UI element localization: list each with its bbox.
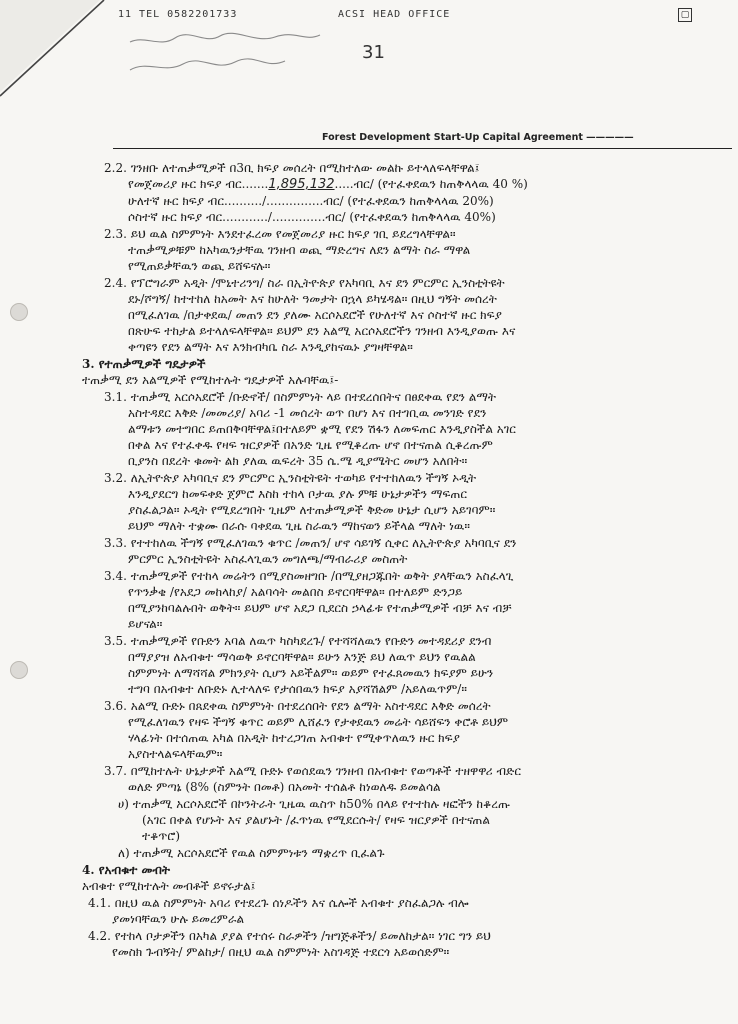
clause-3-6-cont: የሚፈለገዉን የዛፍ ችግኝ ቁጥር ወይም ሊሸፈን የታቀደዉን መሬት ሳይሸፍን ቀሮቶ ይህም (128, 715, 509, 729)
clause-2-2: 2.2. ገንዘቡ ለተጠቃሚዎች በ3ቢ ክፍያ መሰረት በሚከተለው መልኩ ይተላለፍላቸዋል፤ (104, 161, 480, 175)
clause-2-3-cont: የሚጠይቃቸዉን ወጪ ይሸፍናሉ። (128, 259, 271, 273)
clause-2-4: 2.4. የፕሮግራም አዲት /ሞኒተሪንግ/ ስራ በኢትዮጵያ የአካባቢ እና ደን ምርምር ኢንስቲትዩት (104, 276, 505, 290)
clause-4-1-cont: ያመነባቸዉን ሁሉ ይመረምራል (112, 912, 245, 926)
fax-page-icon: ▢ (678, 8, 692, 22)
clause-2-4-cont: በጽሁፍ ተከታል ይተላለፍላቸዋል። ይህም ደን አልሚ አርሶአደሮችን ገንዘብ እንዲያወጡ እና (128, 324, 516, 338)
clause-3-6-cont: አያስተላልፍላቸዉም። (128, 747, 223, 761)
clause-3-5-cont: ስምምነት ለማሻሻል ምክንያት ሲሆን አይችልም። ወይም የተፈጸመዉን ክፍያም ይሁን (128, 666, 494, 680)
clause-3-5-cont: ተግባ በአብቁተ ለቡድኑ ሊተላለፍ የታሰበዉን ክፍያ አያሻሽልም /አይለዉጥም/። (128, 682, 467, 696)
clause-3-7-cont: ወለድ ምጣኔ (8% (ስምንት በመቶ) በአመት ተሰልቶ ከነወለዱ ይመልሳል (128, 780, 441, 794)
agreement-title: Forest Development Start-Up Capital Agreement ————— (322, 132, 634, 143)
folded-corner-mark (0, 0, 120, 110)
punch-hole (10, 303, 28, 321)
clause-3-7: 3.7. በሚከተሉት ሁኔታዎች አልሚ ቡድኑ የወሰደዉን ገንዘብ በአብቁተ የወጣቶች ተዘዋዋሪ ብድር (104, 764, 521, 778)
fax-header-left: 11 TEL 0582201733 (118, 9, 238, 20)
clause-3-5-cont: በማያያዝ ለአብቁተ ማሳወቅ ይኖርባቸዋል። ይሁን እንጅ ይህ ለዉጥ ይህን የዉልል (128, 650, 476, 664)
clause-3-1-cont: ልማቱን መተግበር ይጠበቅባቸዋል፤በተለይም ቋሚ የደን ሽፋን ለመፍጠር እንዲያስችል አገር (128, 422, 516, 436)
clause-4-2: 4.2. የተከላ ቦታዎችን በአካል ያያል የተሰሩ ስራዎችን /ዝግጅቶችን/ ይመለከታል። ነገር ግን ይህ (88, 929, 491, 943)
punch-hole (10, 661, 28, 679)
clause-4-1: 4.1. በዚህ ዉል ስምምነት አባሪ የተደረጉ ሰነዶችን እና ሴሎች አብቁተ ያስፈልጋሉ ብሎ (88, 896, 469, 910)
section-4-heading: 4. የአብቁተ መብት (82, 863, 171, 877)
clause-3-1-cont: አስተዳደር እቅድ /መመሪያ/ አባሪ -1 መሰረት ወጥ በሆነ እና በተገቢዉ መንገድ የደን (128, 406, 487, 420)
section-3-heading: 3. የተጠቃሚዎች ግዴታዎች (82, 357, 206, 371)
clause-2-4-cont: በሚፈለገዉ /በታቀደዉ/ መጠን ደን ያለሙ አርሶአደሮች የሁለተኛ እና ሶስተኛ ዙር ክፍያ (128, 308, 502, 322)
clause-3-2-cont: ይህም ማለት ተቋሙ በራሱ ባቀደዉ ጊዜ ስራዉን ማከናወን ይችላል ማለት ነዉ። (128, 519, 470, 533)
page-number: 31 (362, 42, 385, 63)
clause-2-3-cont: ተጠቃሚዎቹም ከአካዉንታቸዉ ገንዘብ ወጪ ማድረግና ለደን ልማት ስራ ማዋል (128, 243, 471, 257)
clause-3-5: 3.5. ተጠቃሚዎች የቡድን አባል ለዉጥ ካስካደረጉ/ የተሻሻለዉን የቡድን መተዳደሪያ ደንብ (104, 634, 492, 648)
handwritten-amount: 1,895,132 (268, 177, 335, 192)
clause-3-3-cont: ምርምር ኢንስቲትዩት አስፈላጊዉን መግለጫ/ማብራሪያ መስጠት (128, 552, 408, 566)
clause-3-1-cont: ቢያንስ በደረት ቁመት ልክ ያለዉ ዉፍረት 35 ሴ.ሜ ዲያሜትር መሆን አለበት። (128, 454, 468, 468)
fax-header-center: ACSI HEAD OFFICE (338, 9, 451, 20)
clause-3-2-cont: ያስፈልጋል። ኦዲት የሚደረግበት ጊዜም ለተጠቃሚዎች ቅድመ ሁኔታ ሲሆን አይገባም። (128, 503, 496, 517)
section-3-intro: ተጠቃሚ ደን አልሚዎች የሚከተሉት ግዴታዎች አሉባቸዉ፤- (82, 373, 339, 387)
clause-3-4-cont: ይሆናል። (128, 617, 163, 631)
clause-3-4: 3.4. ተጠቃሚዎች የተከላ መሬትን በሚያስመዘግቡ /በሚያዘጋጁበት ወቅት ያላቸዉን አስፈላጊ (104, 569, 514, 583)
clause-3-4-cont: በሚያንከባልሉበት ወቅት። ይህም ሆኖ አደጋ ቢደርስ ኃላፊቱ የተጠቃሚዎች ብቻ እና ብቻ (128, 601, 512, 615)
clause-3-2: 3.2. ለኢትዮጵያ አካባቢና ደን ምርምር ኢንስቲትዩት ተወካይ የተተከለዉን ችግኝ ኦዲት (104, 471, 477, 485)
clause-3-7-a: ሀ) ተጠቃሚ አርሶአደሮች በኮንትራት ጊዜዉ ዉስጥ ከ50% በላይ የተተከሉ ዛፎችን ከቆረጡ (118, 797, 511, 811)
clause-2-3: 2.3. ይህ ዉል ስምምነት እንደተፈረመ የመጀመሪያ ዙር ክፍያ ገቢ ይደረግላቸዋል። (104, 227, 456, 241)
clause-3-6: 3.6. አልሚ ቡድኑ በጸደቀዉ ስምምነት በተደረሰበት የደን ልማት አስተዳደር እቅድ መሰረት (104, 699, 491, 713)
clause-3-3: 3.3. የተተከለዉ ችግኝ የሚፈለገዉን ቁጥር /መጠን/ ሆኖ ሳይገኝ ሲቀር ለኢትዮጵያ አካባቢና ደን (104, 536, 517, 550)
clause-3-2-cont: እንዲያደርግ ከመፍቀድ ጀምሮ እስከ ተከላ ቦታዉ ያሉ ምቹ ሁኔታዎችን ማፍጠር (128, 487, 467, 501)
handwritten-annotation (125, 30, 335, 85)
clause-3-1: 3.1. ተጠቃሚ አርሶአደሮች /ቡድኖች/ በስምምነት ላይ በተደረሰበትና በፀደቀዉ የደን ልማት (104, 390, 496, 404)
clause-2-4-cont: ቀጣዩን የደን ልማት እና እንክብካቤ ስራ እንዲያከናዉኑ ያግዛቸዋል። (128, 340, 413, 354)
clause-3-1-cont: በቀል እና የተፈቀዱ የዛፍ ዝርያዎች በአንድ ጊዜ የሚቆረጡ ሆኖ በተናጠል ሲቆረጡም (128, 438, 493, 452)
clause-3-7-b: ለ) ተጠቃሚ አርሶአደሮች የዉል ስምምነቱን ማቋረጥ ቢፈልጉ (118, 846, 385, 860)
header-rule (113, 148, 732, 149)
clause-3-4-cont: የጥንቃቄ /የአደጋ መከላከያ/ አልባሳት መልበስ ይኖርባቸዋል። በተለይም ድንጋይ (128, 585, 463, 599)
clause-3-6-cont: ሃላፊነት በተሰጠዉ አካል በአዲት ከተረጋገጠ አብቁተ የሚቀጥለዉን ዙር ክፍያ (128, 731, 460, 745)
clause-3-7-a-cont: ተቆጥሮ) (142, 829, 181, 843)
clause-2-4-cont: ደኑ/ሾግኝ/ ከተተከለ ከአመት እና ከሁለት ዓመታት በኋላ ይካሄዳል። በዚህ ግኝት መሰረት (128, 292, 497, 306)
clause-4-2-cont: የመስክ ጉብኝት/ ምልከታ/ በዚህ ዉል ስምምነት አስገዳጅ ተደርጎ አይወሰድም። (112, 945, 450, 959)
installment-3-line: ሶስተኛ ዙር ክፍያ ብር............/..............ብር/ (የተፈቀደዉን ከጠቅላላዉ 40%) (128, 210, 496, 224)
section-4-intro: አብቁተ የሚከተሉት መብቶች ይኖሩታል፤ (82, 879, 256, 893)
installment-1-line: የመጀመሪያ ዙር ክፍያ ብር.......1,895,132.....ብር/ (የተፈቀደዉን ከጠቅላላዉ 40 %) (128, 177, 528, 192)
clause-3-7-a-cont: (አገር በቀል የሆኑት እና ያልሆኑት /ፈጥነዉ የሚደርሱት/ የዛፍ ዝርያዎች በተናጠል (142, 813, 490, 827)
installment-2-line: ሁለተኛ ዙር ክፍያ ብር........../...............ብር/ (የተፈቀደዉን ከጠቅላላዉ 20%) (128, 194, 494, 208)
